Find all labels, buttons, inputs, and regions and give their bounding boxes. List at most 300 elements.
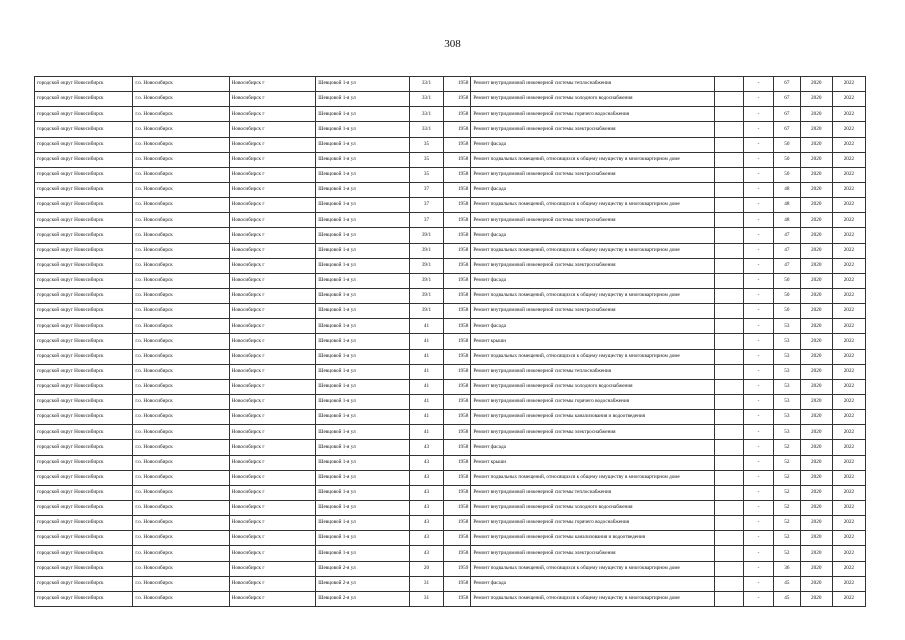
municipality-cell: городской округ Новосибирск [35,410,133,425]
end-year-cell: 2022 [832,470,865,485]
street-cell: Шевцовой 1-я ул [316,198,410,213]
dash-cell: - [744,531,774,546]
street-cell: Шевцовой 1-я ул [316,531,410,546]
dash-cell: - [744,288,774,303]
locality-cell: Новосибирск г [229,364,316,379]
street-cell: Шевцовой 1-я ул [316,258,410,273]
dash-cell: - [744,213,774,228]
build-year-cell: 1958 [443,364,471,379]
dash-cell: - [744,394,774,409]
work-type-cell: Ремонт фасада [471,137,715,152]
build-year-cell: 1958 [443,304,471,319]
municipality-cell: городской округ Новосибирск [35,319,133,334]
municipality-cell: городской округ Новосибирск [35,531,133,546]
house-number-cell: 41 [410,349,443,364]
blank-cell [715,576,744,591]
municipality-cell: городской округ Новосибирск [35,561,133,576]
build-year-cell: 1958 [443,319,471,334]
city-cell: г.о. Новосибирск [133,440,229,455]
locality-cell: Новосибирск г [229,243,316,258]
house-number-cell: 43 [410,470,443,485]
build-year-cell: 1958 [443,425,471,440]
municipality-cell: городской округ Новосибирск [35,576,133,591]
city-cell: г.о. Новосибирск [133,364,229,379]
end-year-cell: 2022 [832,425,865,440]
blank-cell [715,198,744,213]
locality-cell: Новосибирск г [229,440,316,455]
city-cell: г.о. Новосибирск [133,213,229,228]
table-row [35,228,866,243]
house-number-cell: 41 [410,394,443,409]
house-number-cell: 39/1 [410,243,443,258]
end-year-cell: 2022 [832,152,865,167]
work-type-cell: Ремонт подвальных помещений, относящихся к общему имуществу в многоквартирном доме [471,198,715,213]
start-year-cell: 2020 [800,546,832,561]
municipality-cell: городской округ Новосибирск [35,470,133,485]
start-year-cell: 2020 [800,440,832,455]
house-number-cell: 41 [410,334,443,349]
municipality-cell: городской округ Новосибирск [35,107,133,122]
street-cell: Шевцовой 1-я ул [316,182,410,197]
work-type-cell: Ремонт подвальных помещений, относящихся к общему имуществу в многоквартирном доме [471,591,715,606]
dash-cell: - [744,485,774,500]
street-cell: Шевцовой 1-я ул [316,485,410,500]
locality-cell: Новосибирск г [229,516,316,531]
build-year-cell: 1958 [443,591,471,606]
blank-cell [715,591,744,606]
municipality-cell: городской округ Новосибирск [35,228,133,243]
locality-cell: Новосибирск г [229,198,316,213]
table-row [35,440,866,455]
dash-cell: - [744,576,774,591]
dash-cell: - [744,440,774,455]
end-year-cell: 2022 [832,77,865,92]
blank-cell [715,531,744,546]
municipality-cell: городской округ Новосибирск [35,167,133,182]
locality-cell: Новосибирск г [229,576,316,591]
end-year-cell: 2022 [832,107,865,122]
build-year-cell: 1958 [443,107,471,122]
end-year-cell: 2022 [832,364,865,379]
dash-cell: - [744,516,774,531]
city-cell: г.о. Новосибирск [133,425,229,440]
work-type-cell: Ремонт внутридомовой инженерной системы электроснабжения [471,258,715,273]
municipality-cell: городской округ Новосибирск [35,137,133,152]
work-type-cell: Ремонт внутридомовой инженерной системы холодного водоснабжения [471,92,715,107]
municipality-cell: городской округ Новосибирск [35,440,133,455]
table-row [35,591,866,606]
start-year-cell: 2020 [800,379,832,394]
blank-cell [715,243,744,258]
blank-cell [715,410,744,425]
start-year-cell: 2020 [800,77,832,92]
house-number-cell: 33/1 [410,92,443,107]
city-cell: г.о. Новосибирск [133,379,229,394]
end-year-cell: 2022 [832,273,865,288]
end-year-cell: 2022 [832,455,865,470]
dash-cell: - [744,243,774,258]
municipality-cell: городской округ Новосибирск [35,500,133,515]
value-cell: 52 [773,485,800,500]
value-cell: 52 [773,516,800,531]
end-year-cell: 2022 [832,394,865,409]
dash-cell: - [744,455,774,470]
table-row [35,425,866,440]
municipality-cell: городской округ Новосибирск [35,364,133,379]
value-cell: 45 [773,591,800,606]
locality-cell: Новосибирск г [229,304,316,319]
dash-cell: - [744,152,774,167]
table-row [35,500,866,515]
locality-cell: Новосибирск г [229,546,316,561]
table-row [35,485,866,500]
municipality-cell: городской округ Новосибирск [35,122,133,137]
blank-cell [715,137,744,152]
street-cell: Шевцовой 1-я ул [316,334,410,349]
city-cell: г.о. Новосибирск [133,304,229,319]
dash-cell: - [744,334,774,349]
street-cell: Шевцовой 1-я ул [316,546,410,561]
city-cell: г.о. Новосибирск [133,561,229,576]
street-cell: Шевцовой 1-я ул [316,425,410,440]
city-cell: г.о. Новосибирск [133,485,229,500]
table-row [35,152,866,167]
street-cell: Шевцовой 1-я ул [316,228,410,243]
city-cell: г.о. Новосибирск [133,198,229,213]
work-type-cell: Ремонт крыши [471,455,715,470]
blank-cell [715,500,744,515]
start-year-cell: 2020 [800,182,832,197]
build-year-cell: 1958 [443,77,471,92]
blank-cell [715,334,744,349]
blank-cell [715,152,744,167]
work-type-cell: Ремонт фасада [471,576,715,591]
city-cell: г.о. Новосибирск [133,591,229,606]
municipality-cell: городской округ Новосибирск [35,379,133,394]
dash-cell: - [744,425,774,440]
blank-cell [715,167,744,182]
end-year-cell: 2022 [832,167,865,182]
locality-cell: Новосибирск г [229,92,316,107]
house-number-cell: 35 [410,167,443,182]
end-year-cell: 2022 [832,288,865,303]
table-row [35,319,866,334]
value-cell: 47 [773,258,800,273]
start-year-cell: 2020 [800,425,832,440]
table-row [35,546,866,561]
municipality-cell: городской округ Новосибирск [35,485,133,500]
value-cell: 48 [773,182,800,197]
blank-cell [715,349,744,364]
work-type-cell: Ремонт внутридомовой инженерной системы канализования и водоотведения [471,531,715,546]
start-year-cell: 2020 [800,364,832,379]
municipality-cell: городской округ Новосибирск [35,213,133,228]
end-year-cell: 2022 [832,304,865,319]
value-cell: 48 [773,213,800,228]
start-year-cell: 2020 [800,531,832,546]
end-year-cell: 2022 [832,122,865,137]
value-cell: 50 [773,137,800,152]
value-cell: 53 [773,425,800,440]
end-year-cell: 2022 [832,576,865,591]
build-year-cell: 1958 [443,258,471,273]
blank-cell [715,213,744,228]
table-body [35,77,866,607]
locality-cell: Новосибирск г [229,531,316,546]
dash-cell: - [744,198,774,213]
house-number-cell: 41 [410,364,443,379]
house-number-cell: 43 [410,531,443,546]
street-cell: Шевцовой 1-я ул [316,152,410,167]
street-cell: Шевцовой 1-я ул [316,77,410,92]
dash-cell: - [744,92,774,107]
start-year-cell: 2020 [800,243,832,258]
table-row [35,167,866,182]
end-year-cell: 2022 [832,485,865,500]
work-type-cell: Ремонт внутридомовой инженерной системы горячего водоснабжения [471,107,715,122]
table-row [35,213,866,228]
street-cell: Шевцовой 1-я ул [316,379,410,394]
build-year-cell: 1958 [443,243,471,258]
start-year-cell: 2020 [800,470,832,485]
start-year-cell: 2020 [800,410,832,425]
blank-cell [715,485,744,500]
house-number-cell: 43 [410,516,443,531]
dash-cell: - [744,137,774,152]
build-year-cell: 1958 [443,576,471,591]
dash-cell: - [744,561,774,576]
dash-cell: - [744,107,774,122]
street-cell: Шевцовой 1-я ул [316,440,410,455]
work-type-cell: Ремонт подвальных помещений, относящихся к общему имуществу в многоквартирном доме [471,561,715,576]
start-year-cell: 2020 [800,500,832,515]
dash-cell: - [744,304,774,319]
house-number-cell: 43 [410,455,443,470]
work-type-cell: Ремонт внутридомовой инженерной системы электроснабжения [471,546,715,561]
table-row [35,122,866,137]
municipality-cell: городской округ Новосибирск [35,152,133,167]
build-year-cell: 1958 [443,455,471,470]
municipality-cell: городской округ Новосибирск [35,546,133,561]
start-year-cell: 2020 [800,349,832,364]
work-type-cell: Ремонт внутридомовой инженерной системы теплоснабжения [471,364,715,379]
build-year-cell: 1958 [443,531,471,546]
table-row [35,531,866,546]
municipality-cell: городской округ Новосибирск [35,591,133,606]
city-cell: г.о. Новосибирск [133,122,229,137]
end-year-cell: 2022 [832,243,865,258]
municipality-cell: городской округ Новосибирск [35,258,133,273]
work-type-cell: Ремонт внутридомовой инженерной системы электроснабжения [471,425,715,440]
build-year-cell: 1958 [443,152,471,167]
city-cell: г.о. Новосибирск [133,182,229,197]
street-cell: Шевцовой 1-я ул [316,394,410,409]
blank-cell [715,122,744,137]
work-type-cell: Ремонт внутридомовой инженерной системы электроснабжения [471,304,715,319]
blank-cell [715,561,744,576]
start-year-cell: 2020 [800,258,832,273]
table-row [35,92,866,107]
value-cell: 47 [773,243,800,258]
build-year-cell: 1958 [443,288,471,303]
blank-cell [715,288,744,303]
table-row [35,334,866,349]
table-row [35,576,866,591]
table-row [35,258,866,273]
dash-cell: - [744,319,774,334]
street-cell: Шевцовой 1-я ул [316,92,410,107]
municipality-cell: городской округ Новосибирск [35,425,133,440]
city-cell: г.о. Новосибирск [133,92,229,107]
table-row [35,561,866,576]
work-type-cell: Ремонт фасада [471,182,715,197]
capital-repair-table [34,76,866,607]
start-year-cell: 2020 [800,92,832,107]
build-year-cell: 1958 [443,379,471,394]
street-cell: Шевцовой 2-я ул [316,591,410,606]
start-year-cell: 2020 [800,137,832,152]
work-type-cell: Ремонт внутридомовой инженерной системы горячего водоснабжения [471,394,715,409]
city-cell: г.о. Новосибирск [133,349,229,364]
end-year-cell: 2022 [832,213,865,228]
dash-cell: - [744,258,774,273]
locality-cell: Новосибирск г [229,107,316,122]
city-cell: г.о. Новосибирск [133,137,229,152]
street-cell: Шевцовой 1-я ул [316,213,410,228]
build-year-cell: 1958 [443,470,471,485]
value-cell: 67 [773,107,800,122]
city-cell: г.о. Новосибирск [133,334,229,349]
municipality-cell: городской округ Новосибирск [35,182,133,197]
build-year-cell: 1958 [443,334,471,349]
work-type-cell: Ремонт внутридомовой инженерной системы теплоснабжения [471,77,715,92]
start-year-cell: 2020 [800,561,832,576]
work-type-cell: Ремонт внутридомовой инженерной системы холодного водоснабжения [471,379,715,394]
blank-cell [715,319,744,334]
street-cell: Шевцовой 1-я ул [316,273,410,288]
street-cell: Шевцовой 1-я ул [316,500,410,515]
start-year-cell: 2020 [800,273,832,288]
locality-cell: Новосибирск г [229,288,316,303]
house-number-cell: 33/1 [410,77,443,92]
work-type-cell: Ремонт внутридомовой инженерной системы теплоснабжения [471,485,715,500]
locality-cell: Новосибирск г [229,228,316,243]
work-type-cell: Ремонт внутридомовой инженерной системы горячего водоснабжения [471,516,715,531]
build-year-cell: 1958 [443,137,471,152]
value-cell: 52 [773,500,800,515]
end-year-cell: 2022 [832,258,865,273]
build-year-cell: 1958 [443,394,471,409]
city-cell: г.о. Новосибирск [133,273,229,288]
locality-cell: Новосибирск г [229,394,316,409]
locality-cell: Новосибирск г [229,425,316,440]
end-year-cell: 2022 [832,334,865,349]
city-cell: г.о. Новосибирск [133,394,229,409]
build-year-cell: 1958 [443,182,471,197]
blank-cell [715,92,744,107]
work-type-cell: Ремонт подвальных помещений, относящихся к общему имуществу в многоквартирном доме [471,243,715,258]
build-year-cell: 1958 [443,122,471,137]
locality-cell: Новосибирск г [229,122,316,137]
build-year-cell: 1958 [443,410,471,425]
house-number-cell: 43 [410,500,443,515]
start-year-cell: 2020 [800,319,832,334]
value-cell: 67 [773,92,800,107]
value-cell: 50 [773,273,800,288]
locality-cell: Новосибирск г [229,349,316,364]
work-type-cell: Ремонт внутридомовой инженерной системы электроснабжения [471,122,715,137]
locality-cell: Новосибирск г [229,137,316,152]
street-cell: Шевцовой 1-я ул [316,288,410,303]
house-number-cell: 33/1 [410,107,443,122]
build-year-cell: 1958 [443,92,471,107]
dash-cell: - [744,470,774,485]
value-cell: 45 [773,576,800,591]
start-year-cell: 2020 [800,213,832,228]
work-type-cell: Ремонт фасада [471,440,715,455]
page-number: 308 [444,38,461,50]
work-type-cell: Ремонт подвальных помещений, относящихся к общему имуществу в многоквартирном доме [471,288,715,303]
locality-cell: Новосибирск г [229,379,316,394]
municipality-cell: городской округ Новосибирск [35,198,133,213]
start-year-cell: 2020 [800,394,832,409]
value-cell: 53 [773,394,800,409]
start-year-cell: 2020 [800,167,832,182]
build-year-cell: 1958 [443,198,471,213]
blank-cell [715,107,744,122]
value-cell: 52 [773,455,800,470]
blank-cell [715,440,744,455]
dash-cell: - [744,273,774,288]
build-year-cell: 1958 [443,213,471,228]
blank-cell [715,470,744,485]
table-row [35,394,866,409]
city-cell: г.о. Новосибирск [133,288,229,303]
table-row [35,304,866,319]
start-year-cell: 2020 [800,516,832,531]
value-cell: 67 [773,77,800,92]
dash-cell: - [744,591,774,606]
start-year-cell: 2020 [800,198,832,213]
dash-cell: - [744,228,774,243]
blank-cell [715,228,744,243]
city-cell: г.о. Новосибирск [133,455,229,470]
city-cell: г.о. Новосибирск [133,167,229,182]
table-row [35,364,866,379]
house-number-cell: 41 [410,379,443,394]
street-cell: Шевцовой 1-я ул [316,167,410,182]
locality-cell: Новосибирск г [229,273,316,288]
street-cell: Шевцовой 1-я ул [316,243,410,258]
start-year-cell: 2020 [800,122,832,137]
work-type-cell: Ремонт фасада [471,273,715,288]
street-cell: Шевцовой 1-я ул [316,455,410,470]
blank-cell [715,364,744,379]
city-cell: г.о. Новосибирск [133,531,229,546]
house-number-cell: 39/1 [410,288,443,303]
end-year-cell: 2022 [832,228,865,243]
locality-cell: Новосибирск г [229,500,316,515]
blank-cell [715,182,744,197]
end-year-cell: 2022 [832,92,865,107]
table-row [35,198,866,213]
locality-cell: Новосибирск г [229,77,316,92]
municipality-cell: городской округ Новосибирск [35,516,133,531]
locality-cell: Новосибирск г [229,182,316,197]
blank-cell [715,455,744,470]
build-year-cell: 1958 [443,273,471,288]
street-cell: Шевцовой 1-я ул [316,122,410,137]
